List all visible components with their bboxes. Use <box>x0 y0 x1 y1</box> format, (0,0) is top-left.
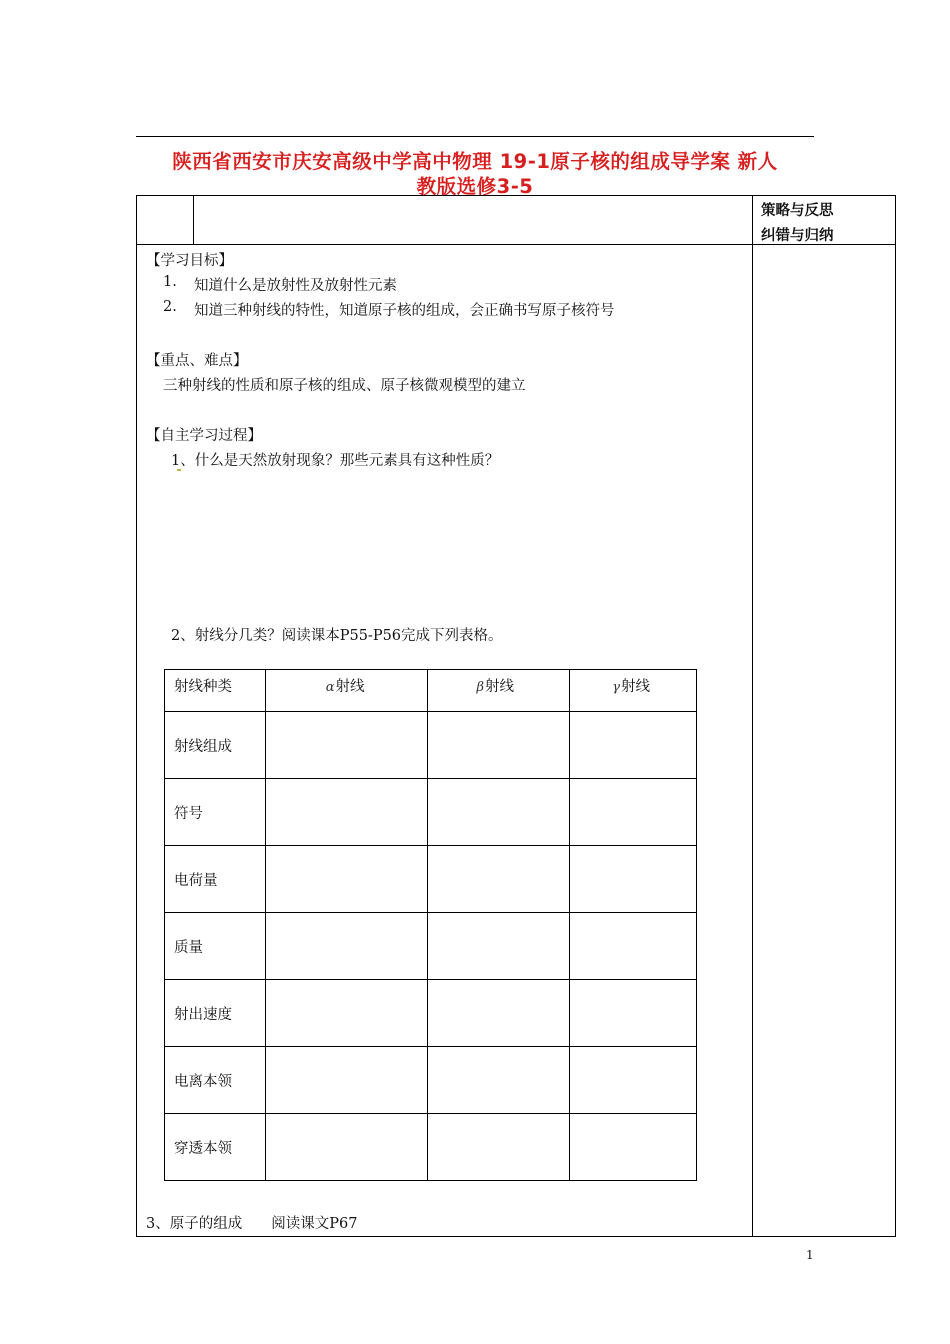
table-header-gamma <box>570 670 697 712</box>
table-row <box>165 779 697 846</box>
table-cell[interactable] <box>570 712 697 779</box>
table-cell[interactable] <box>570 980 697 1047</box>
edit-mark <box>177 469 181 471</box>
objective-1-num: 1. <box>163 274 177 290</box>
question-3: 3、原子的组成 阅读课文P67 <box>146 1216 358 1232</box>
side-header-line2: 纠错与归纳 <box>761 228 834 244</box>
alpha-symbol: α <box>325 680 335 695</box>
table-row <box>165 1047 697 1114</box>
gamma-label: 射线 <box>620 679 650 695</box>
objective-2-text: 知道三种射线的特性，知道原子核的组成，会正确书写原子核符号 <box>194 303 615 319</box>
table-cell[interactable] <box>265 1047 428 1114</box>
table-cell[interactable] <box>428 1114 570 1181</box>
table-cell[interactable] <box>265 712 428 779</box>
beta-label: 射线 <box>484 679 514 695</box>
question-2: 2、射线分几类？阅读课本P55-P56完成下列表格。 <box>171 628 503 644</box>
row-label: 电荷量 <box>165 846 266 913</box>
table-cell[interactable] <box>570 779 697 846</box>
table-cell[interactable] <box>428 712 570 779</box>
table-row <box>165 846 697 913</box>
process-heading: 【自主学习过程】 <box>146 428 262 444</box>
table-header-alpha <box>265 670 428 712</box>
ray-properties-table <box>164 669 697 1181</box>
question-1: 1、什么是天然放射现象？那些元素具有这种性质？ <box>171 453 500 469</box>
key-points-text: 三种射线的性质和原子核的组成、原子核微观模型的建立 <box>163 378 526 394</box>
beta-symbol: β <box>476 680 484 695</box>
table-cell[interactable] <box>428 1047 570 1114</box>
table-row <box>165 712 697 779</box>
table-cell[interactable] <box>428 913 570 980</box>
page-number: 1 <box>806 1248 814 1262</box>
table-cell[interactable] <box>265 913 428 980</box>
top-rule <box>136 136 814 137</box>
table-row <box>165 913 697 980</box>
row-label: 电离本领 <box>165 1047 266 1114</box>
table-cell[interactable] <box>428 980 570 1047</box>
table-cell[interactable] <box>265 980 428 1047</box>
side-header-line1: 策略与反思 <box>761 203 834 219</box>
table-cell[interactable] <box>570 913 697 980</box>
row-label: 质量 <box>165 913 266 980</box>
table-cell[interactable] <box>570 1114 697 1181</box>
frame-divider-left <box>193 195 194 244</box>
table-cell[interactable] <box>428 846 570 913</box>
table-row <box>165 1114 697 1181</box>
table-cell[interactable] <box>428 779 570 846</box>
row-label: 射线组成 <box>165 712 266 779</box>
table-row <box>165 670 697 712</box>
objectives-heading: 【学习目标】 <box>146 253 233 269</box>
row-label: 射出速度 <box>165 980 266 1047</box>
table-cell[interactable] <box>265 846 428 913</box>
table-header-beta <box>428 670 570 712</box>
objective-1-text: 知道什么是放射性及放射性元素 <box>194 278 397 294</box>
key-points-heading: 【重点、难点】 <box>146 353 248 369</box>
objective-2-num: 2. <box>163 299 177 315</box>
row-label: 穿透本领 <box>165 1114 266 1181</box>
alpha-label: 射线 <box>335 679 365 695</box>
table-cell[interactable] <box>265 1114 428 1181</box>
frame-divider-right <box>752 195 753 1237</box>
document-title-line1: 陕西省西安市庆安高级中学高中物理 19-1原子核的组成导学案 新人 <box>172 150 778 173</box>
table-header-label: 射线种类 <box>165 670 266 712</box>
table-cell[interactable] <box>570 846 697 913</box>
table-cell[interactable] <box>570 1047 697 1114</box>
table-row <box>165 980 697 1047</box>
row-label: 符号 <box>165 779 266 846</box>
table-cell[interactable] <box>265 779 428 846</box>
gamma-symbol: γ <box>612 680 620 695</box>
document-title-line2: 教版选修3-5 <box>416 175 534 198</box>
